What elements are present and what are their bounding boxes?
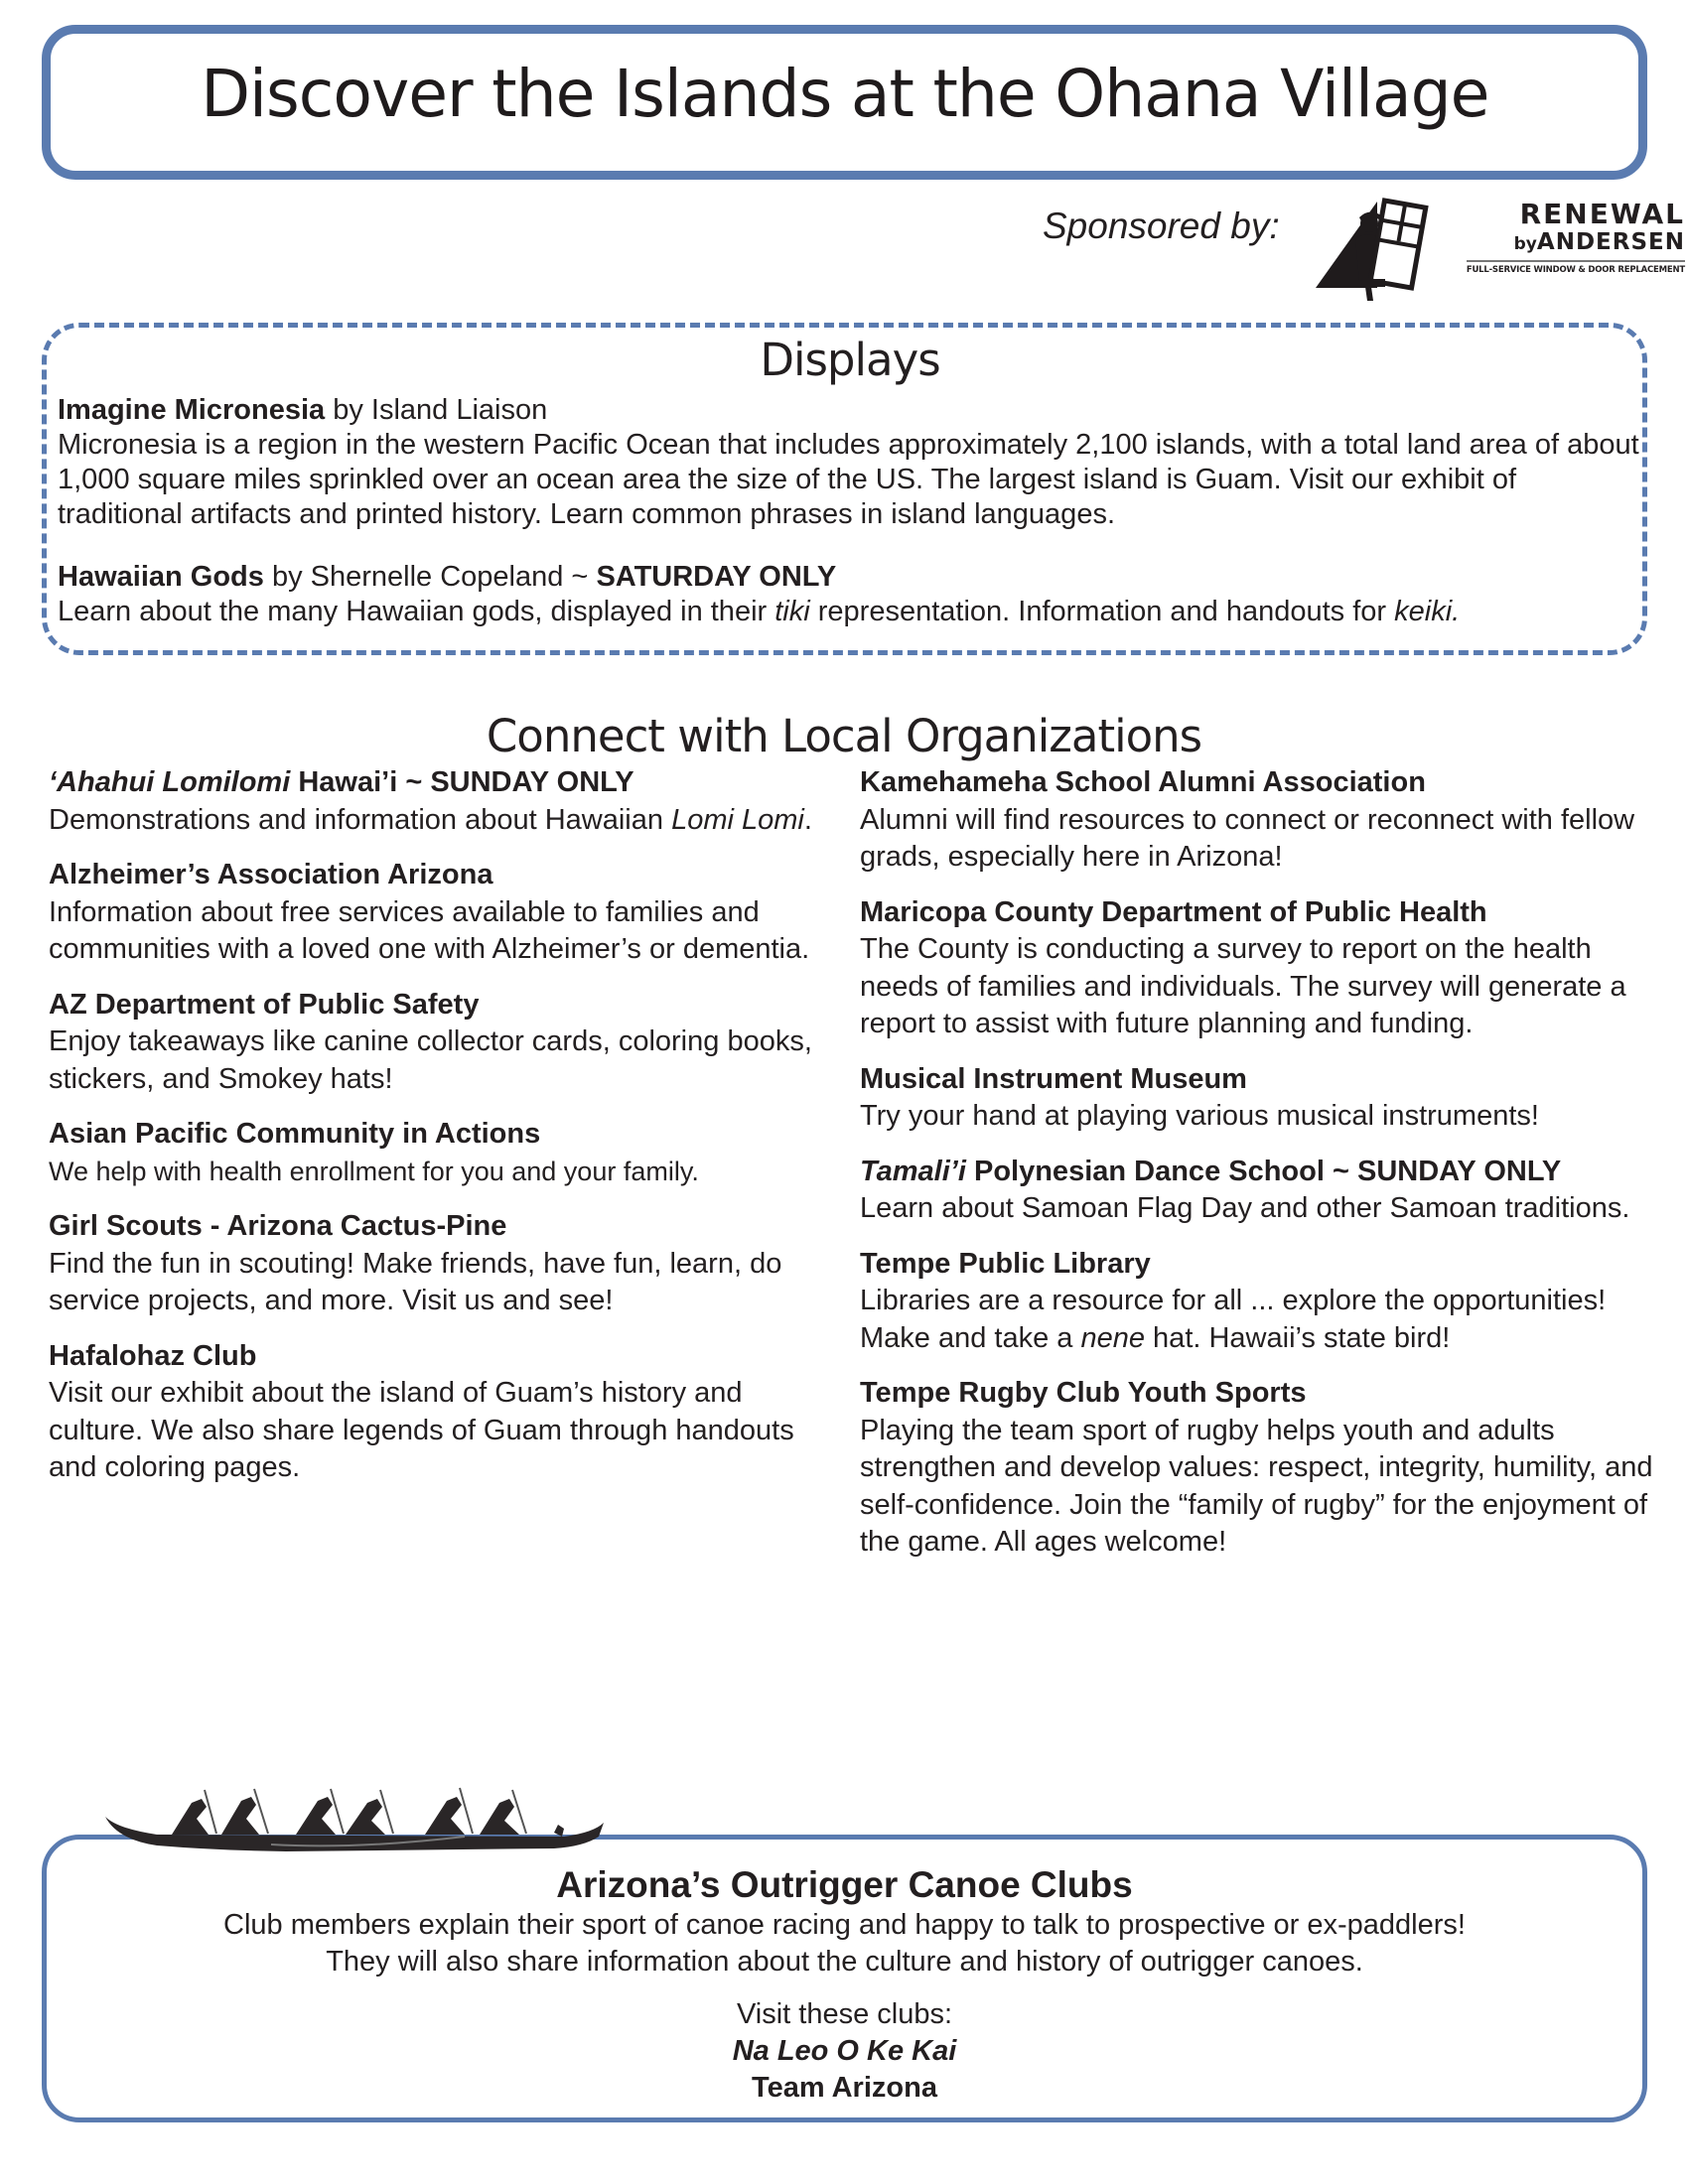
desc-italic-term: nene xyxy=(1080,1321,1145,1354)
logo-wordmark-renewal: RENEWAL xyxy=(1519,198,1685,230)
org-description: We help with health enrollment for you and your family. xyxy=(49,1156,699,1186)
org-title: Tempe Rugby Club Youth Sports xyxy=(860,1377,1307,1409)
org-description: Playing the team sport of rugby helps youth and adults strengthen and develop values: respect, integrity, humility, and self-confidence. Join the “family of rugby” for the enjoyment of the game. All ages welcome! xyxy=(860,1414,1653,1558)
desc-italic-term: keiki. xyxy=(1394,596,1461,627)
org-title-italic: ‘Ahahui Lomilomi xyxy=(49,766,291,798)
organizations-right-column xyxy=(860,764,1654,1579)
display-byline: by Shernelle Copeland ~ xyxy=(263,561,597,593)
org-item xyxy=(860,894,1654,1043)
org-title xyxy=(860,1154,1654,1191)
org-day-note: SUNDAY ONLY xyxy=(430,766,634,798)
org-item xyxy=(860,1375,1654,1562)
logo-tagline: FULL-SERVICE WINDOW & DOOR REPLACEMENT xyxy=(1466,265,1685,275)
org-title xyxy=(49,764,843,802)
organizations-heading: Connect with Local Organizations xyxy=(486,710,1202,762)
desc-text: representation. Information and handouts for xyxy=(809,596,1395,627)
sponsor-logo xyxy=(1308,194,1685,293)
display-title: Imagine Micronesia xyxy=(58,394,326,426)
org-description: Enjoy takeaways like canine collector cards, coloring books, stickers, and Smokey hats! xyxy=(49,1025,812,1095)
org-item xyxy=(860,1061,1654,1136)
org-title: Girl Scouts - Arizona Cactus-Pine xyxy=(49,1210,507,1242)
display-item xyxy=(58,393,1642,532)
canoe-clubs-desc-line1: Club members explain their sport of canoe racing and happy to talk to prospective or ex-paddlers! xyxy=(223,1909,1466,1941)
display-title-line xyxy=(58,560,1642,595)
sponsor-label: Sponsored by: xyxy=(1043,205,1280,246)
desc-text: . xyxy=(803,803,812,836)
logo-divider xyxy=(1467,260,1685,262)
org-title-rest: Hawai’i ~ xyxy=(290,766,431,798)
canoe-clubs-desc-line2: They will also share information about the culture and history of outrigger canoes. xyxy=(326,1946,1363,1978)
org-title: Alzheimer’s Association Arizona xyxy=(49,859,493,890)
displays-heading: Displays xyxy=(760,334,940,386)
page-title: Discover the Islands at the Ohana Village xyxy=(200,55,1489,132)
org-item xyxy=(49,857,843,969)
desc-text: hat. Hawaii’s state bird! xyxy=(1145,1321,1451,1354)
org-item xyxy=(49,1208,843,1320)
sponsor-section xyxy=(1033,194,1685,283)
org-title: Asian Pacific Community in Actions xyxy=(49,1118,541,1150)
org-description: Try your hand at playing various musical instruments! xyxy=(860,1100,1539,1132)
desc-italic-term: Lomi Lomi xyxy=(671,803,804,836)
display-byline: by Island Liaison xyxy=(325,394,548,426)
display-description: Micronesia is a region in the western Pacific Ocean that includes approximately 2,100 islands, with a total land area of about 1,000 square miles sprinkled over an ocean area the size of the US. The largest island is Guam. Visit our exhibit of traditional artifacts and printed history. Learn common phrases in island languages. xyxy=(58,429,1639,530)
display-title: Hawaiian Gods xyxy=(58,561,264,593)
logo-by: by xyxy=(1513,234,1537,254)
outrigger-canoe-paddlers-icon xyxy=(97,1787,614,1854)
display-title-line xyxy=(58,393,1642,428)
display-day-note: SATURDAY ONLY xyxy=(596,561,837,593)
displays-section xyxy=(42,323,1647,655)
org-item xyxy=(49,987,843,1099)
club-name: Team Arizona xyxy=(752,2072,937,2104)
canoe-clubs-section xyxy=(42,1835,1647,2122)
org-item xyxy=(49,764,843,839)
organizations-left-column xyxy=(49,764,843,1505)
org-title: Maricopa County Department of Public Health xyxy=(860,895,1487,928)
desc-text: Libraries are a resource for all ... explore the opportunities! Make and take a xyxy=(860,1285,1607,1354)
org-description: Information about free services available to families and communities with a loved one with Alzheimer’s or dementia. xyxy=(49,895,810,965)
logo-wordmark-andersen xyxy=(1457,229,1685,257)
org-item xyxy=(49,1338,843,1487)
desc-text: Learn about the many Hawaiian gods, displayed in their xyxy=(58,596,775,627)
org-description: Find the fun in scouting! Make friends, have fun, learn, do service projects, and more. Visit us and see! xyxy=(49,1247,782,1316)
org-description xyxy=(49,802,843,840)
org-item xyxy=(860,1154,1654,1228)
club-name: Na Leo O Ke Kai xyxy=(732,2035,957,2067)
org-description: Learn about Samoan Flag Day and other Samoan traditions. xyxy=(860,1192,1630,1224)
org-description: Visit our exhibit about the island of Guam’s history and culture. We also share legends of Guam through handouts and coloring pages. xyxy=(49,1377,794,1483)
canoe-clubs-title: Arizona’s Outrigger Canoe Clubs xyxy=(556,1864,1133,1905)
org-title: AZ Department of Public Safety xyxy=(49,988,480,1021)
org-item xyxy=(860,1246,1654,1358)
logo-andersen: ANDERSEN xyxy=(1536,229,1685,255)
window-installer-icon xyxy=(1308,194,1447,305)
org-day-note: SUNDAY ONLY xyxy=(1356,1155,1562,1187)
desc-italic-term: tiki xyxy=(774,596,810,627)
visit-clubs-label: Visit these clubs: xyxy=(736,1998,953,2030)
org-title-rest: Polynesian Dance School ~ xyxy=(965,1155,1357,1187)
org-description: The County is conducting a survey to report on the health needs of families and individuals. The survey will generate a report to assist with future planning and funding. xyxy=(860,933,1626,1039)
display-item xyxy=(58,560,1642,629)
org-item xyxy=(860,764,1654,877)
org-item xyxy=(49,1116,843,1190)
display-description xyxy=(58,595,1642,629)
org-title: Musical Instrument Museum xyxy=(860,1062,1247,1095)
org-description: Alumni will find resources to connect or reconnect with fellow grads, especially here in Arizona! xyxy=(860,803,1635,873)
header-banner xyxy=(42,25,1647,180)
org-description xyxy=(860,1283,1654,1357)
org-title-italic: Tamali’i xyxy=(860,1155,966,1187)
org-title: Kamehameha School Alumni Association xyxy=(860,766,1426,798)
org-title: Tempe Public Library xyxy=(860,1247,1151,1280)
desc-text: Demonstrations and information about Hawaiian xyxy=(49,803,672,836)
org-title: Hafalohaz Club xyxy=(49,1339,257,1372)
